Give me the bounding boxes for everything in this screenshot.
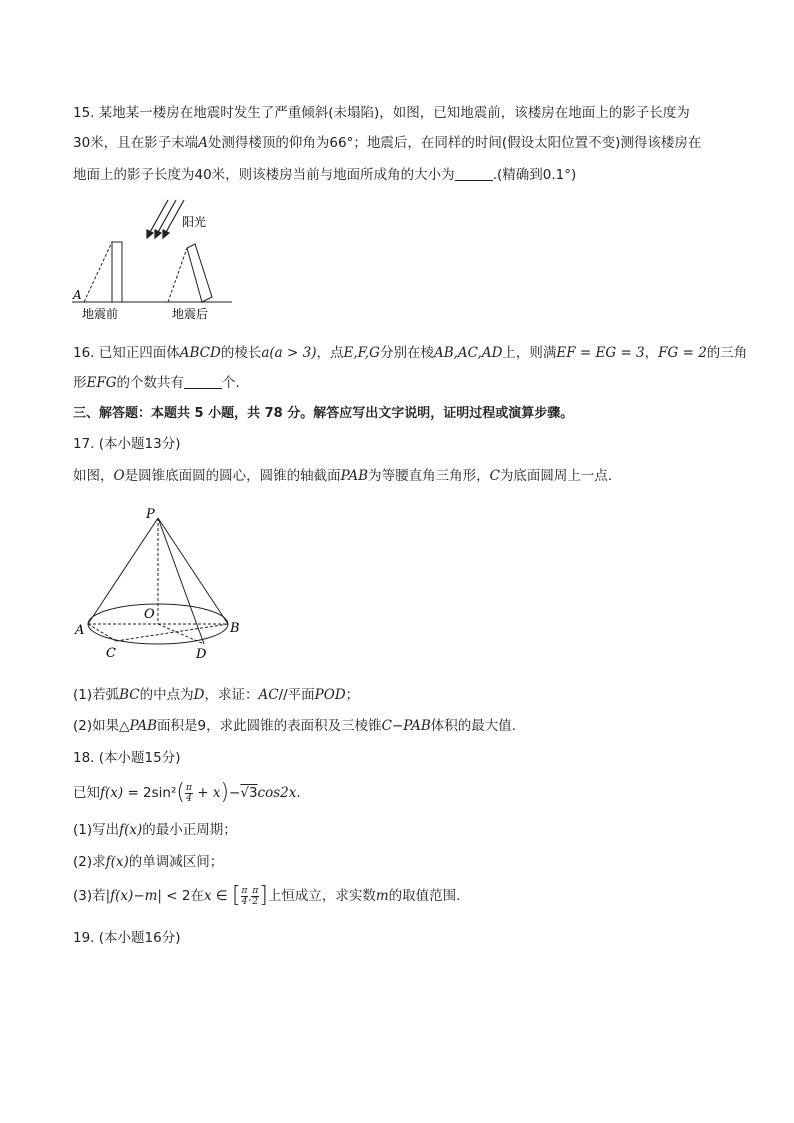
q19-heading: 19. (本小题16分) (73, 930, 181, 946)
answer-blank (184, 374, 222, 389)
q18-part-2: (2)求f(x)的单调减区间； (73, 854, 224, 870)
point-a-label: A (73, 288, 82, 302)
sun-label: 阳光 (182, 215, 207, 229)
q17-heading: 17. (本小题13分) (73, 436, 181, 452)
q16-line-1: 16. 已知正四面体ABCD的棱长a(a > 3)，点E,F,G分别在棱AB,AC,AD上，则满EF = EG = 3，FG = 2的三角 (73, 345, 748, 361)
q18-part-3: (3)若|f(x)−m| < 2在x ∈ [ $\frac{\pi}{4}$ , $\frac{\pi}{2}$ ]上恒成立，求实数m的取值范围. (73, 883, 461, 908)
label-a: A (75, 623, 85, 638)
label-p: P (146, 507, 155, 522)
label-b: B (230, 621, 240, 636)
label-d: D (196, 647, 207, 662)
q15-line-2: 30米，且在影子末端A处测得楼顶的仰角为66°；地震后，在同样的时间(假设太阳位置不变)测得该楼房在 (73, 135, 702, 151)
q17-statement: 如图，O是圆锥底面圆的圆心，圆锥的轴截面PAB为等腰直角三角形，C为底面圆周上一点. (73, 468, 613, 484)
sun-rays (147, 200, 184, 238)
q16-line-2: 形EFG的个数共有 个. (73, 375, 240, 391)
q18-heading: 18. (本小题15分) (73, 750, 181, 766)
label-o: O (144, 607, 155, 622)
q18-definition: 已知f(x) = 2sin²( $\frac{\pi}{4}$ + x)−√3cos2x. (73, 780, 301, 805)
q18-part-1: (1)写出f(x)的最小正周期； (73, 822, 237, 838)
q17-part-1: (1)若弧BC的中点为D，求证：AC//平面POD； (73, 687, 360, 703)
building-after (187, 244, 212, 302)
after-label: 地震后 (172, 307, 209, 321)
cone-figure (72, 504, 252, 666)
section-heading: 三、解答题：本题共 5 小题，共 78 分。解答应写出文字说明，证明过程或演算步骤。 (73, 406, 574, 421)
q15-line-1: 15. 某地某一楼房在地震时发生了严重倾斜(未塌陷)，如图，已知地震前，该楼房在地面上的影子长度为 (73, 105, 690, 121)
q15-line-3: 地面上的影子长度为40米，则该楼房当前与地面所成角的大小为 .(精确到0.1°) (73, 167, 577, 183)
q17-part-2: (2)如果△PAB面积是9，求此圆锥的表面积及三棱锥C−PAB体积的最大值. (73, 718, 517, 734)
building-before (112, 242, 122, 302)
label-c: C (106, 646, 116, 661)
building-shadow-figure (70, 196, 240, 324)
answer-blank (455, 166, 493, 181)
before-label: 地震前 (82, 307, 119, 321)
